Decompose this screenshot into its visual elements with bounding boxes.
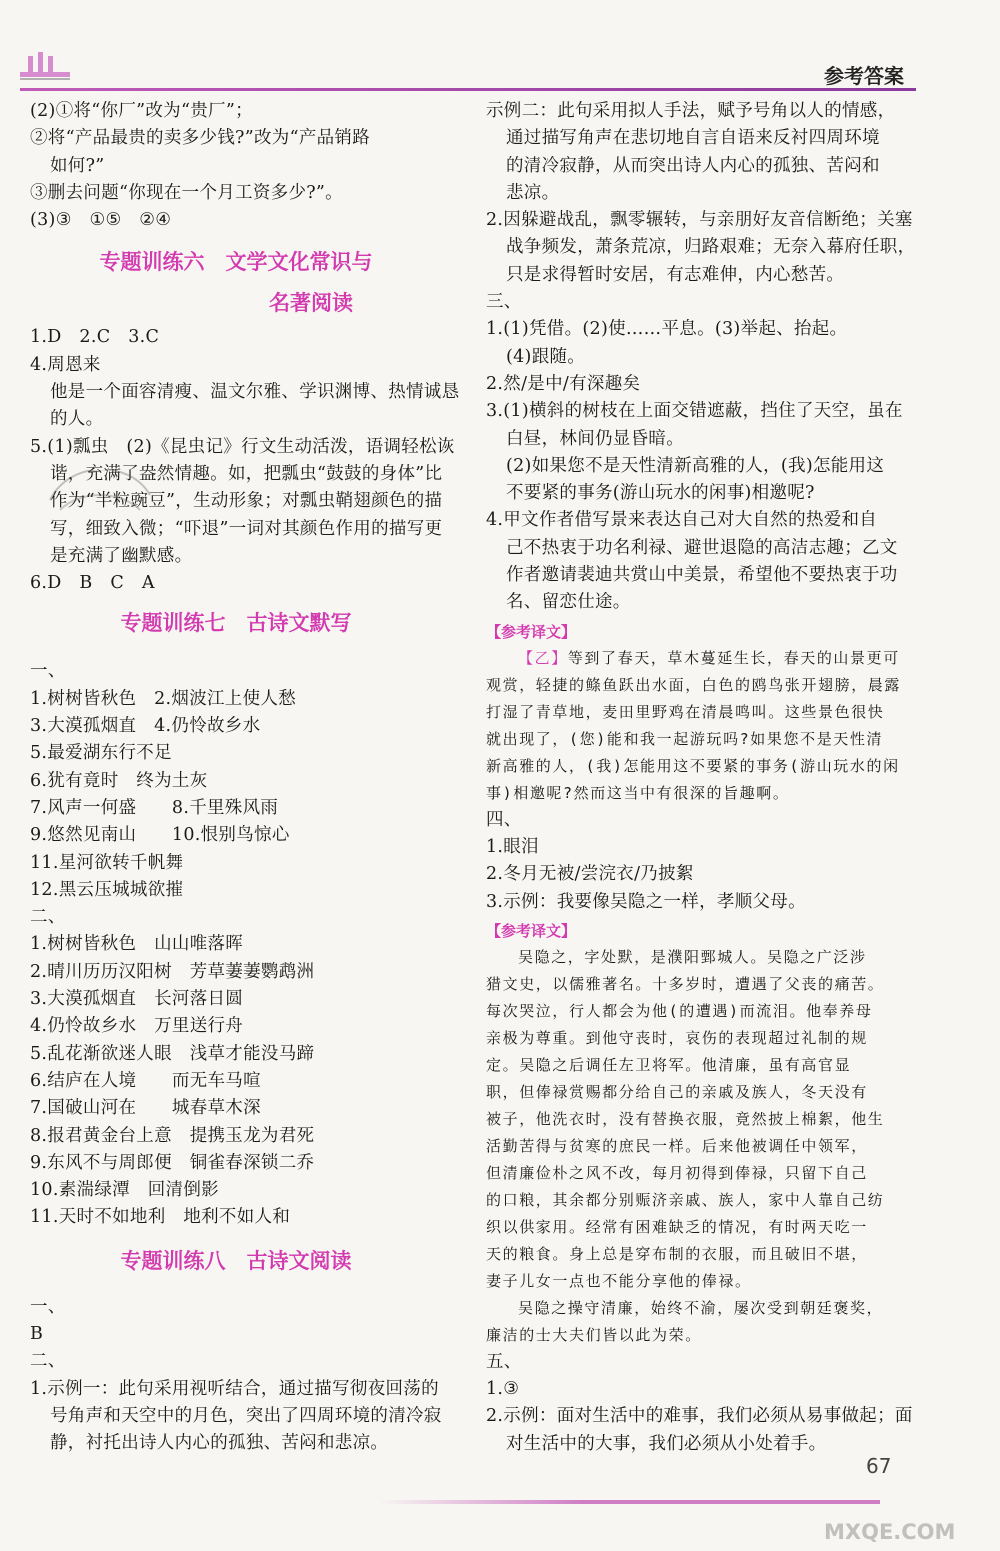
- text-line: 1.示例一：此句采用视听结合，通过描写彻夜回荡的: [30, 1378, 439, 1399]
- page-number: 67: [866, 1454, 892, 1478]
- text-line: 活勤苦得与贫寒的庶民一样。后来他被调任中领军，: [486, 1136, 868, 1155]
- text-line: 作为“半粒豌豆”，生动形象；对瓢虫鞘翅颜色的描: [50, 491, 443, 512]
- translation-line: 观赏，轻捷的鲦鱼跃出水面，白色的鸥鸟张开翅膀，晨露: [486, 675, 902, 694]
- text-line: 悲凉。: [506, 182, 560, 203]
- text-line: 四、: [486, 809, 522, 830]
- text-line: 但清廉俭朴之风不改，每月初得到俸禄，只留下自己: [486, 1163, 868, 1182]
- text-line: 6.D B C A: [30, 573, 155, 594]
- text-line: 号角声和天空中的月色，突出了四周环境的清冷寂: [50, 1405, 442, 1426]
- text-line: 1.D 2.C 3.C: [30, 327, 160, 348]
- text-line: 不要紧的事务(游山玩水的闲事)相邀呢?: [506, 483, 815, 504]
- text-line: 2.晴川历历汉阳树 芳草萋萋鹦鹉洲: [30, 961, 315, 982]
- text-line: ③删去问题“你现在一个月工资多少?”。: [30, 182, 343, 203]
- text-line: 是充满了幽默感。: [50, 545, 193, 566]
- book-logo-icon: [18, 52, 72, 82]
- text-line: 4.仍怜故乡水 万里送行舟: [30, 1016, 244, 1037]
- answer-block-right-1: [486, 98, 916, 617]
- text-line: 4.周恩来: [30, 354, 101, 375]
- text-line: (2)如果您不是天性清新高雅的人，(我)怎能用这: [506, 455, 885, 476]
- text-line: 2.然/是中/有深趣矣: [486, 373, 641, 394]
- text-line: 3.大漠孤烟直 4.仍怜故乡水: [30, 716, 261, 737]
- text-line: 作者邀请裴迪共赏山中美景，希望他不要热衷于功: [506, 565, 898, 586]
- text-line: 7.风声一何盛 8.千里殊风雨: [30, 797, 279, 818]
- text-line: 名、留恋仕途。: [506, 592, 631, 613]
- text-line: 吴隐之操守清廉，始终不渝，屡次受到朝廷褒奖，: [518, 1298, 884, 1317]
- translation-block-2: [486, 944, 916, 1295]
- text-line: 2.示例：面对生活中的难事，我们必须从易事做起；面: [486, 1406, 913, 1427]
- reference-translation-label-2: 【参考译文】: [486, 921, 577, 940]
- watermark-url: MXQE.COM: [824, 1520, 956, 1544]
- text-line: 2.因躲避战乱，飘零辗转，与亲朋好友音信断绝；关塞: [486, 210, 913, 231]
- text-line: 一、: [30, 1296, 66, 1317]
- translation-block-2b: [486, 1295, 916, 1349]
- section-title-8: 专题训练八 古诗文阅读: [120, 1248, 352, 1273]
- text-line: 1.③: [486, 1379, 520, 1400]
- text-line: 己不热衷于功名利禄、避世退隐的高洁志趣；乙文: [506, 537, 898, 558]
- text-line: 亲极为尊重。到他守丧时，哀伤的表现超过礼制的规: [486, 1028, 868, 1047]
- translation-text: 等到了春天，草木蔓延生长，春天的山景更可: [567, 648, 900, 667]
- answer-block-right-3: [486, 1349, 916, 1458]
- text-line: 示例二：此句采用拟人手法，赋予号角以人的情感，: [486, 101, 896, 121]
- text-line: (2)①将“你厂”改为“贵厂”；: [30, 101, 253, 121]
- answer-block-right-2: [486, 807, 916, 916]
- translation-block-1: [486, 645, 916, 807]
- reference-translation-label-1: 【参考译文】: [486, 622, 577, 641]
- text-line: 11.星河欲转千帆舞: [30, 852, 184, 873]
- text-line: 廉洁的士大夫们皆以此为荣。: [486, 1325, 702, 1344]
- text-line: 6.犹有竟时 终为土灰: [30, 770, 208, 791]
- text-line: 定。吴隐之后调任左卫将军。他清廉，虽有高官显: [486, 1055, 852, 1074]
- text-line: 如何?”: [50, 155, 105, 176]
- answer-block-left-3: [30, 658, 442, 1231]
- translation-line: [486, 645, 916, 672]
- text-line: 9.东风不与周郎便 铜雀春深锁二乔: [30, 1152, 315, 1173]
- watermark-logo: [818, 1445, 988, 1517]
- text-line: 的人。: [50, 409, 104, 430]
- text-line: 对生活中的大事，我们必须从小处着手。: [506, 1433, 827, 1454]
- text-line: 天的粮食。身上总是穿布制的衣服，而且破旧不堪，: [486, 1244, 868, 1263]
- text-line: 织以供家用。经常有困难缺乏的情况，有时两天吃一: [486, 1217, 868, 1236]
- text-line: 五、: [486, 1351, 522, 1372]
- text-line: 4.甲文作者借写景来表达自己对大自然的热爱和自: [486, 510, 878, 531]
- text-line: 每次哭泣，行人都会为他(的遭遇)而流泪。他奉养母: [486, 1001, 873, 1020]
- text-line: 3.示例：我要像吴隐之一样，孝顺父母。: [486, 891, 806, 912]
- section-title-6-line2: 名著阅读: [269, 291, 353, 316]
- right-column: [486, 98, 916, 1458]
- text-line: 2.冬月无被/尝浣衣/乃披絮: [486, 864, 694, 885]
- text-line: 3.大漠孤烟直 长河落日圆: [30, 989, 244, 1010]
- text-line: 职，但俸禄赏赐都分给自己的亲戚及族人，冬天没有: [486, 1082, 868, 1101]
- text-line: 7.国破山河在 城春草木深: [30, 1098, 261, 1119]
- text-line: 只是求得暂时安居，有志难伸，内心愁苦。: [506, 264, 845, 285]
- text-line: 6.结庐在人境 而无车马喧: [30, 1070, 261, 1091]
- text-line: 三、: [486, 292, 522, 313]
- text-line: 3.(1)横斜的树枝在上面交错遮蔽，挡住了天空，虽在: [486, 401, 903, 422]
- text-line: 11.天时不如地利 地利不如人和: [30, 1207, 291, 1228]
- text-line: 吴隐之，字处默，是濮阳鄄城人。吴隐之广泛涉: [518, 947, 867, 966]
- answer-block-left-4: [30, 1294, 442, 1458]
- section-title-7: 专题训练七 古诗文默写: [120, 611, 352, 636]
- text-line: 他是一个面容清瘦、温文尔雅、学识渊博、热情诚恳: [50, 382, 460, 403]
- text-line: 5.(1)瓢虫 (2)《昆虫记》行文生动活泼，语调轻松诙: [30, 436, 455, 457]
- text-line: 的清冷寂静，从而突出诗人内心的孤独、苦闷和: [506, 155, 880, 176]
- answer-block-left-2: [30, 324, 460, 597]
- translation-line: 事)相邀呢?然而这当中有很深的旨趣啊。: [486, 783, 790, 802]
- translation-line: 新高雅的人，(我)怎能用这不要紧的事务(游山玩水的闲: [486, 756, 900, 775]
- text-line: 12.黑云压城城欲摧: [30, 879, 184, 900]
- footer-divider: [380, 1500, 880, 1504]
- text-line: 1.树树皆秋色 2.烟波江上使人愁: [30, 688, 296, 709]
- translation-line: 就出现了，(您)能和我一起游玩吗?如果您不是天性清: [486, 729, 884, 748]
- text-line: 白昼，林间仍显昏暗。: [506, 428, 684, 449]
- text-line: 一、: [30, 661, 66, 682]
- text-line: 静，衬托出诗人内心的孤独、苦闷和悲凉。: [50, 1433, 389, 1454]
- text-line: (3)③ ①⑤ ②④: [30, 210, 172, 231]
- header-title: 参考答案: [824, 64, 904, 88]
- text-line: 谐，充满了盎然情趣。如，把瓢虫“鼓鼓的身体”比: [50, 463, 443, 484]
- text-line: 被子，他洗衣时，没有替换衣服，竟然披上棉絮，他生: [486, 1109, 885, 1128]
- text-line: 通过描写角声在悲切地自言自语来反衬四周环境: [506, 128, 880, 149]
- text-line: 9.悠然见南山 10.恨别鸟惊心: [30, 825, 290, 846]
- text-line: 10.素湍绿潭 回清倒影: [30, 1180, 219, 1201]
- text-line: 1.眼泪: [486, 836, 539, 857]
- text-line: 的口粮，其余都分别赈济亲戚、族人，家中人靠自己纺: [486, 1190, 885, 1209]
- text-line: 二、: [30, 1351, 66, 1372]
- text-line: 妻子儿女一点也不能分享他的俸禄。: [486, 1271, 752, 1290]
- text-line: 5.最爱湖东行不足: [30, 743, 172, 764]
- text-line: 1.树树皆秋色 山山唯落晖: [30, 934, 244, 955]
- text-line: 5.乱花渐欲迷人眼 浅草才能没马蹄: [30, 1043, 315, 1064]
- text-line: 二、: [30, 907, 66, 928]
- answer-block-left-1: [30, 98, 442, 234]
- text-line: 写，细致入微；“吓退”一词对其颜色作用的描写更: [50, 518, 443, 539]
- left-column: [30, 98, 460, 1457]
- text-line: (4)跟随。: [506, 346, 586, 367]
- translation-line: 打湿了青草地，麦田里野鸡在清晨鸣叫。这些景色很快: [486, 702, 885, 721]
- text-line: 8.报君黄金台上意 提携玉龙为君死: [30, 1125, 315, 1146]
- text-line: 战争频发，萧条荒凉，归路艰难；无奈入幕府任职，: [506, 237, 916, 258]
- section-title-6: 专题训练六 文学文化常识与: [99, 250, 373, 275]
- text-line: 猎文史，以儒雅著名。十多岁时，遭遇了父丧的痛苦。: [486, 974, 885, 993]
- text-line: 1.(1)凭借。(2)使……平息。(3)举起、抬起。: [486, 319, 848, 340]
- text-line: B: [30, 1323, 44, 1344]
- text-line: ②将“产品最贵的卖多少钱?”改为“产品销路: [30, 128, 371, 149]
- header-divider: [20, 88, 916, 91]
- translation-bracket-label: 【乙】: [518, 648, 568, 667]
